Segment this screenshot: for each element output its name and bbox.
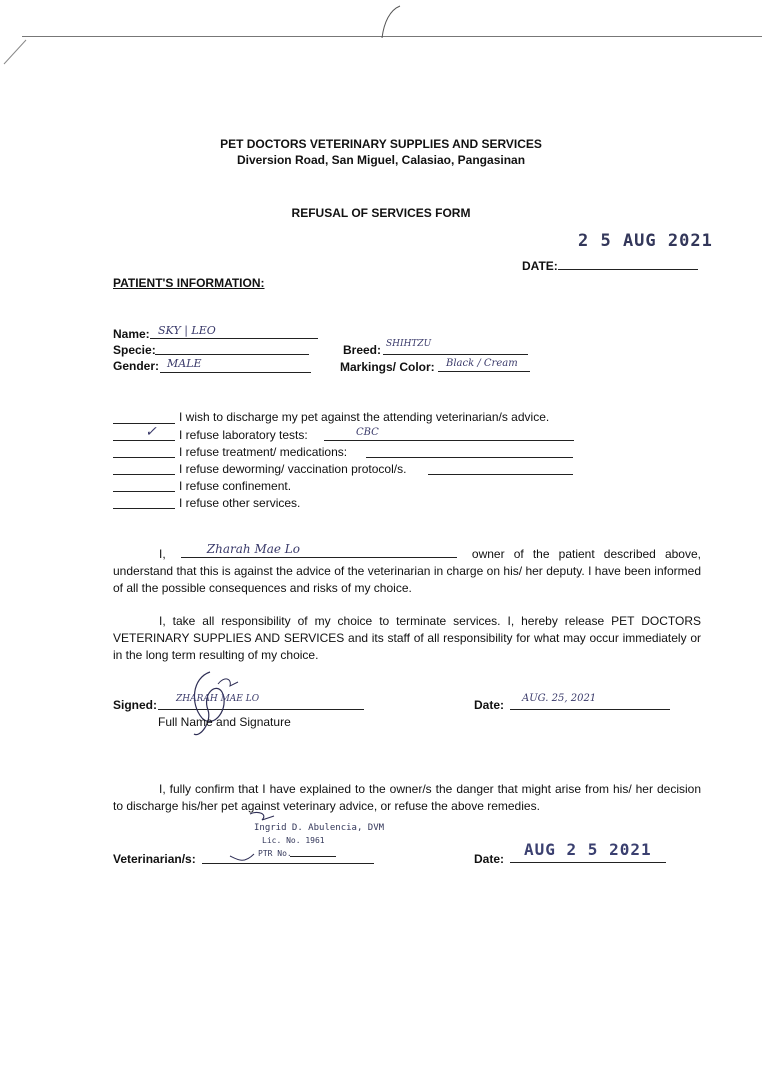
responsibility-statement: I, take all responsibility of my choice to terminate services. I, hereby release PET DOCTORS VETERINARY SUPPLIES AND SERVICES and its staff of all responsibility for what may occur immediately or in the long term resulting of my choice. (113, 614, 701, 662)
option-text: I refuse laboratory tests: (179, 428, 308, 442)
markings-field[interactable] (438, 371, 530, 372)
company-address: Diversion Road, San Miguel, Calasiao, Pangasinan (236, 153, 526, 167)
option-text: I refuse treatment/ medications: (179, 445, 348, 459)
option-detail-field[interactable] (366, 457, 573, 458)
vet-stamp-ptr: PTR No. (258, 849, 292, 858)
specie-field[interactable] (155, 354, 309, 355)
option-text: I refuse confinement. (179, 479, 292, 493)
signed-label: Signed: (113, 698, 157, 712)
company-name: PET DOCTORS VETERINARY SUPPLIES AND SERVICES (220, 137, 542, 151)
markings-label: Markings/ Color: (340, 360, 435, 374)
owner-signature-scribble (172, 664, 252, 744)
option-blank[interactable] (113, 508, 175, 509)
signature-caption: Full Name and Signature (158, 715, 291, 729)
statement-intro: I, (159, 547, 166, 561)
breed-field[interactable] (383, 354, 528, 355)
option-mark: ✓ (145, 424, 157, 440)
scan-mark (0, 0, 420, 80)
gender-field[interactable] (160, 372, 311, 373)
name-label: Name: (113, 327, 150, 341)
vet-stamp-name: Ingrid D. Abulencia, DVM (254, 823, 385, 833)
option-text: I refuse other services. (179, 496, 301, 510)
gender-label: Gender: (113, 359, 160, 373)
vet-statement: I, fully confirm that I have explained to the owner/s the danger that might arise from his/ her decision to discharge his/her pet against veterinary advice, or refuse the above remedies. (113, 782, 701, 813)
vet-date-value: AUG 2 5 2021 (524, 840, 652, 859)
form-title: REFUSAL OF SERVICES FORM (291, 206, 471, 220)
owner-name-field[interactable] (181, 542, 457, 558)
signed-value: ZHARAH MAE LO (176, 694, 260, 704)
option-blank[interactable] (113, 457, 175, 458)
owner-statement (113, 542, 701, 597)
date-label: DATE: (522, 259, 558, 273)
owner-name-value: Zharah Mae Lo (206, 542, 301, 556)
option-text: I refuse deworming/ vaccination protocol/s. (179, 462, 407, 476)
vet-stamp-ptr-line (290, 856, 336, 857)
name-field[interactable] (150, 338, 318, 339)
option-blank[interactable] (113, 423, 175, 424)
specie-label: Specie: (113, 343, 156, 357)
patient-section-title: PATIENT'S INFORMATION: (113, 276, 265, 290)
name-value: SKY | LEO (158, 324, 216, 337)
breed-value: SHIHTZU (386, 339, 432, 349)
option-blank[interactable] (113, 474, 175, 475)
owner-date-label: Date: (474, 698, 505, 712)
markings-value: Black / Cream (446, 358, 518, 369)
owner-date-value: AUG. 25, 2021 (522, 693, 597, 704)
option-blank[interactable] (113, 491, 175, 492)
vet-date-label: Date: (474, 852, 505, 866)
vet-label: Veterinarian/s: (113, 852, 196, 866)
owner-date-field[interactable] (510, 709, 670, 710)
option-blank[interactable] (113, 440, 175, 441)
statement-body: owner of the patient described above, understand that this is against the advice of the veterinarian in charge on his/ her deputy. I have been informed of all the possible consequences and risks of my choice. (113, 547, 701, 595)
gender-value: MALE (167, 357, 202, 370)
option-detail: CBC (356, 427, 379, 438)
date-field[interactable] (558, 269, 698, 270)
date-stamp: 2 5 AUG 2021 (578, 231, 713, 251)
breed-label: Breed: (343, 343, 382, 357)
option-detail-field[interactable] (428, 474, 573, 475)
option-detail-field[interactable] (324, 440, 574, 441)
vet-stamp-license: Lic. No. 1961 (262, 836, 325, 845)
vet-date-field[interactable] (510, 862, 666, 863)
option-text: I wish to discharge my pet against the attending veterinarian/s advice. (179, 410, 550, 424)
